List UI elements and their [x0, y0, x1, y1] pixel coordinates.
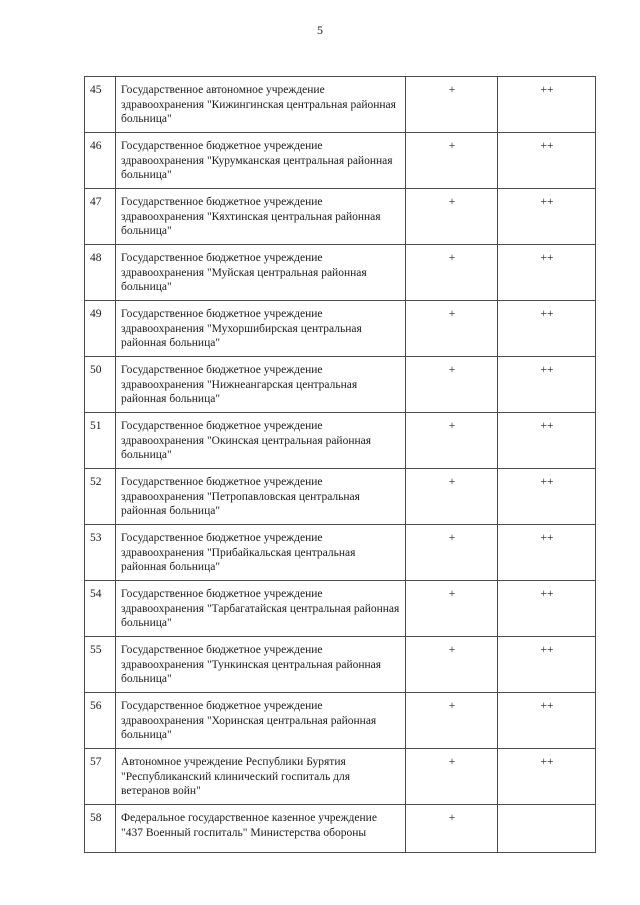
institution-name: Государственное бюджетное учреждение здравоохранения "Нижнеангарская центральная районная больница": [116, 357, 406, 413]
institutions-table: [84, 76, 596, 853]
row-number: 46: [85, 133, 116, 189]
table-row: [85, 637, 596, 693]
row-number: 50: [85, 357, 116, 413]
mark-column-a: +: [406, 77, 498, 133]
mark-column-a: +: [406, 581, 498, 637]
row-number: 53: [85, 525, 116, 581]
institution-name: Федеральное государственное казенное учреждение "437 Военный госпиталь" Министерства обороны: [116, 805, 406, 853]
institution-name: Государственное бюджетное учреждение здравоохранения "Прибайкальская центральная районная больница": [116, 525, 406, 581]
row-number: 54: [85, 581, 116, 637]
mark-column-a: +: [406, 133, 498, 189]
institution-name: Государственное бюджетное учреждение здравоохранения "Окинская центральная районная больница": [116, 413, 406, 469]
table-row: [85, 525, 596, 581]
mark-column-b: ++: [498, 301, 596, 357]
institution-name: Государственное бюджетное учреждение здравоохранения "Хоринская центральная районная больница": [116, 693, 406, 749]
mark-column-b: ++: [498, 77, 596, 133]
row-number: 45: [85, 77, 116, 133]
institution-name: Государственное бюджетное учреждение здравоохранения "Муйская центральная районная больница": [116, 245, 406, 301]
mark-column-a: +: [406, 805, 498, 853]
table-row: [85, 301, 596, 357]
table-row: [85, 133, 596, 189]
table-row: [85, 581, 596, 637]
mark-column-b: ++: [498, 693, 596, 749]
mark-column-b: ++: [498, 245, 596, 301]
mark-column-a: +: [406, 693, 498, 749]
mark-column-a: +: [406, 469, 498, 525]
institution-name: Государственное бюджетное учреждение здравоохранения "Мухоршибирская центральная районная больница": [116, 301, 406, 357]
mark-column-b: [498, 805, 596, 853]
mark-column-a: +: [406, 637, 498, 693]
institution-name: Государственное бюджетное учреждение здравоохранения "Тарбагатайская центральная районная больница": [116, 581, 406, 637]
page-number: 5: [317, 23, 323, 37]
row-number: 48: [85, 245, 116, 301]
institution-name: Государственное бюджетное учреждение здравоохранения "Курумканская центральная районная больница": [116, 133, 406, 189]
institution-name: Автономное учреждение Республики Бурятия "Республиканский клинический госпиталь для ветеранов войн": [116, 749, 406, 805]
institution-name: Государственное бюджетное учреждение здравоохранения "Петропавловская центральная районная больница": [116, 469, 406, 525]
mark-column-b: ++: [498, 749, 596, 805]
table-row: [85, 469, 596, 525]
mark-column-b: ++: [498, 413, 596, 469]
mark-column-a: +: [406, 189, 498, 245]
table-row: [85, 77, 596, 133]
mark-column-b: ++: [498, 133, 596, 189]
row-number: 57: [85, 749, 116, 805]
table-row: [85, 805, 596, 853]
row-number: 51: [85, 413, 116, 469]
mark-column-b: ++: [498, 581, 596, 637]
mark-column-a: +: [406, 749, 498, 805]
table-row: [85, 749, 596, 805]
row-number: 55: [85, 637, 116, 693]
table-row: [85, 413, 596, 469]
mark-column-a: +: [406, 413, 498, 469]
mark-column-b: ++: [498, 189, 596, 245]
institution-name: Государственное бюджетное учреждение здравоохранения "Кяхтинская центральная районная больница": [116, 189, 406, 245]
mark-column-a: +: [406, 301, 498, 357]
mark-column-a: +: [406, 245, 498, 301]
table-row: [85, 245, 596, 301]
row-number: 56: [85, 693, 116, 749]
mark-column-b: ++: [498, 637, 596, 693]
table-row: [85, 357, 596, 413]
table-row: [85, 189, 596, 245]
mark-column-a: +: [406, 525, 498, 581]
row-number: 58: [85, 805, 116, 853]
row-number: 52: [85, 469, 116, 525]
institution-name: Государственное автономное учреждение здравоохранения "Кижингинская центральная районная больница": [116, 77, 406, 133]
mark-column-a: +: [406, 357, 498, 413]
table-row: [85, 693, 596, 749]
row-number: 49: [85, 301, 116, 357]
mark-column-b: ++: [498, 469, 596, 525]
institution-name: Государственное бюджетное учреждение здравоохранения "Тункинская центральная районная больница": [116, 637, 406, 693]
mark-column-b: ++: [498, 525, 596, 581]
mark-column-b: ++: [498, 357, 596, 413]
row-number: 47: [85, 189, 116, 245]
